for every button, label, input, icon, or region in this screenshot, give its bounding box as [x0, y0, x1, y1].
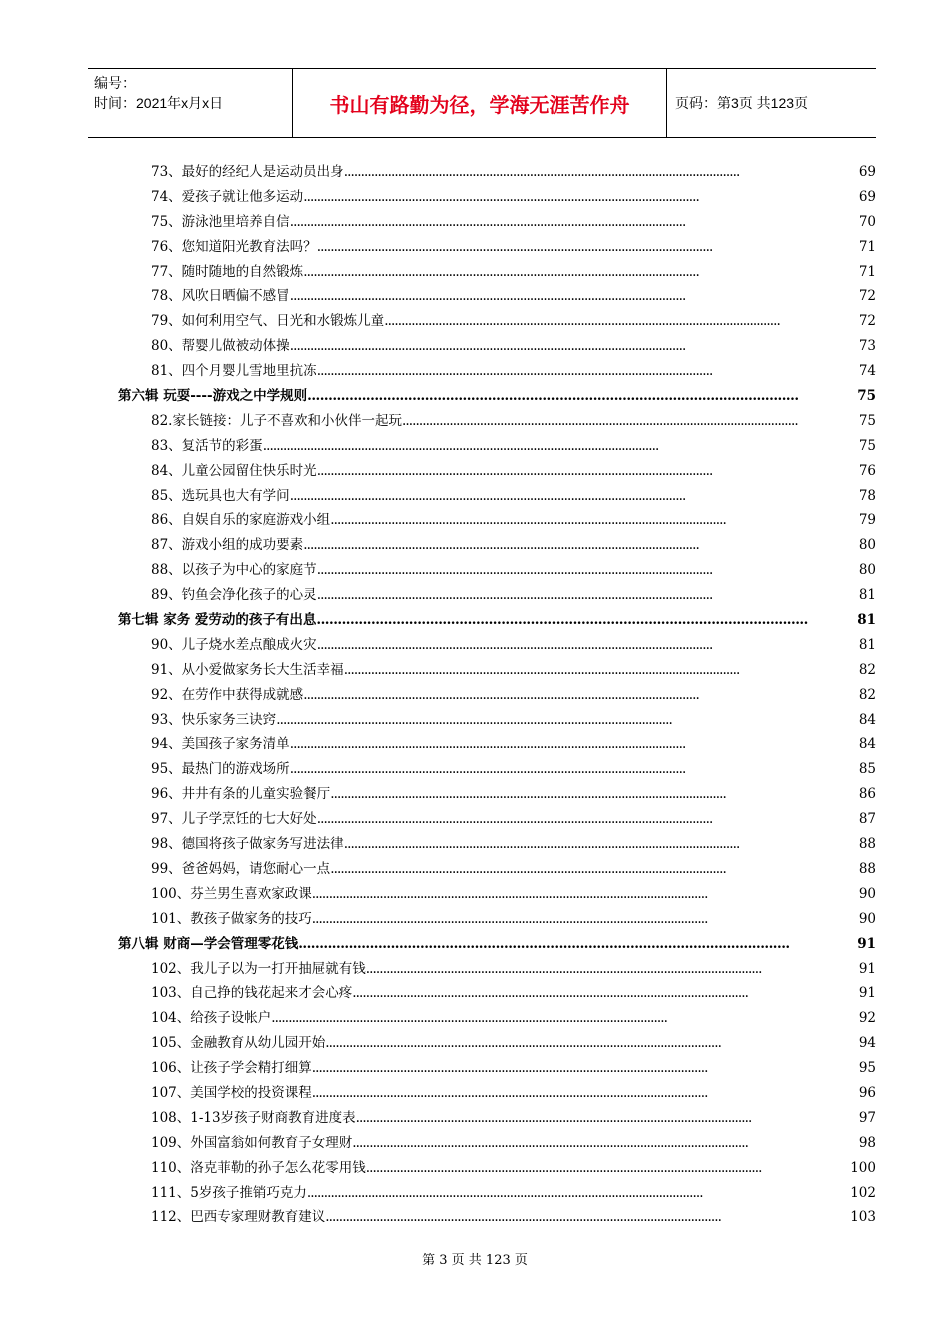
toc-entry-title: 106、让孩子学会精打细算	[151, 1060, 312, 1077]
toc-entry[interactable]	[118, 1106, 876, 1131]
dot-leader	[276, 708, 857, 733]
dot-leader	[344, 832, 857, 857]
toc-entry[interactable]	[118, 1181, 876, 1206]
toc-entry-page: 103	[850, 1209, 876, 1226]
toc-entry-page: 71	[858, 263, 876, 280]
dot-leader	[290, 757, 857, 782]
toc-entry-page: 91	[858, 960, 876, 977]
toc-entry[interactable]	[118, 284, 876, 309]
toc-entry-title: 84、儿童公园留住快乐时光	[151, 462, 317, 479]
dot-leader	[307, 1181, 848, 1206]
toc-entry-title: 100、芬兰男生喜欢家政课	[151, 885, 312, 902]
toc-entry-page: 75	[857, 388, 876, 405]
number-label: 编号：	[94, 75, 136, 91]
toc-entry[interactable]	[118, 857, 876, 882]
dot-leader	[352, 1131, 857, 1156]
toc-entry-title: 90、儿子烧水差点酿成火灾	[151, 636, 317, 653]
dot-leader	[317, 558, 857, 583]
toc-entry[interactable]	[118, 235, 876, 260]
toc-entry-title: 88、以孩子为中心的家庭节	[151, 562, 317, 579]
dot-leader	[263, 434, 857, 459]
toc-entry[interactable]	[118, 1081, 876, 1106]
toc-entry-title: 89、钓鱼会净化孩子的心灵	[151, 587, 317, 604]
toc-entry[interactable]	[118, 782, 876, 807]
toc-entry[interactable]	[118, 807, 876, 832]
toc-entry-title: 85、选玩具也大有学问	[151, 487, 290, 504]
toc-entry[interactable]	[118, 185, 876, 210]
toc-entry-title: 99、爸爸妈妈，请您耐心一点	[151, 860, 331, 877]
toc-entry[interactable]	[118, 459, 876, 484]
toc-entry-title: 101、教孩子做家务的技巧	[151, 910, 312, 927]
toc-entry-page: 81	[858, 587, 876, 604]
toc-entry[interactable]	[118, 633, 876, 658]
toc-entry-page: 78	[858, 487, 876, 504]
toc-entry[interactable]	[118, 160, 876, 185]
header-motto: 书山有路勤为径，学海无涯苦作舟	[293, 69, 667, 137]
toc-entry[interactable]	[118, 1205, 876, 1230]
toc-entry[interactable]	[118, 1131, 876, 1156]
toc-entry[interactable]	[118, 334, 876, 359]
toc-entry-page: 92	[858, 1010, 876, 1027]
toc-entry[interactable]	[118, 484, 876, 509]
toc-entry-page: 69	[858, 188, 876, 205]
toc-entry-page: 70	[858, 213, 876, 230]
dot-leader	[325, 1205, 848, 1230]
toc-entry-page: 86	[858, 786, 876, 803]
toc-entry[interactable]	[118, 1056, 876, 1081]
dot-leader	[317, 235, 857, 260]
toc-entry-page: 81	[857, 612, 876, 629]
toc-entry-title: 第六辑 玩耍----游戏之中学规则	[118, 388, 308, 405]
toc-entry-page: 94	[858, 1035, 876, 1052]
dot-leader	[317, 807, 857, 832]
toc-entry-title: 109、外国富翁如何教育子女理财	[151, 1134, 353, 1151]
toc-entry[interactable]	[118, 434, 876, 459]
toc-entry-title: 97、儿子学烹饪的七大好处	[151, 811, 317, 828]
toc-entry-page: 81	[858, 636, 876, 653]
toc-entry-page: 97	[858, 1109, 876, 1126]
dot-leader	[316, 608, 855, 633]
toc-entry[interactable]	[118, 907, 876, 932]
toc-entry[interactable]	[118, 210, 876, 235]
toc-entry-page: 82	[858, 661, 876, 678]
toc-entry-title: 81、四个月婴儿雪地里抗冻	[151, 363, 317, 380]
dot-leader	[290, 210, 857, 235]
page-header	[88, 68, 876, 138]
header-page-info: 页码：第3页 共123页	[675, 95, 809, 111]
toc-section[interactable]	[118, 384, 876, 409]
dot-leader	[290, 732, 857, 757]
toc-entry-page: 88	[858, 860, 876, 877]
dot-leader	[330, 857, 857, 882]
toc-entry[interactable]	[118, 981, 876, 1006]
toc-entry-page: 98	[858, 1134, 876, 1151]
toc-entry-page: 79	[858, 512, 876, 529]
dot-leader	[325, 1031, 857, 1056]
toc-entry-title: 73、最好的经纪人是运动员出身	[151, 164, 344, 180]
dot-leader	[298, 932, 855, 957]
toc-entry-page: 75	[858, 412, 876, 429]
time-label: 时间：2021年x月x日	[94, 95, 224, 111]
toc-entry[interactable]	[118, 708, 876, 733]
toc-entry-title: 103、自己挣的钱花起来才会心疼	[151, 985, 353, 1002]
toc-entry[interactable]	[118, 309, 876, 334]
dot-leader	[330, 508, 857, 533]
toc-entry-page: 76	[858, 462, 876, 479]
dot-leader	[356, 1106, 857, 1131]
toc-entry-title: 102、我儿子以为一打开抽屉就有钱	[151, 960, 366, 977]
dot-leader	[312, 1056, 857, 1081]
header-meta	[88, 69, 293, 137]
toc-entry-title: 96、井井有条的儿童实验餐厅	[151, 786, 331, 803]
toc-entry-page: 84	[858, 711, 876, 728]
toc-entry[interactable]	[118, 409, 876, 434]
toc-entry-page: 82	[858, 686, 876, 703]
toc-entry-page: 84	[858, 736, 876, 753]
toc-entry-title: 98、德国将孩子做家务写进法律	[151, 836, 344, 853]
toc-entry-title: 75、游泳池里培养自信	[151, 213, 290, 230]
toc-entry-title: 91、从小爱做家务长大生活幸福	[151, 661, 344, 678]
toc-entry-title: 104、给孩子设帐户	[151, 1010, 272, 1027]
dot-leader	[330, 782, 857, 807]
toc-entry-page: 72	[858, 288, 876, 305]
toc-entry[interactable]	[118, 658, 876, 683]
dot-leader	[290, 284, 857, 309]
toc-entry-title: 82.家长链接：儿子不喜欢和小伙伴一起玩	[151, 412, 402, 429]
toc-entry-title: 77、随时随地的自然锻炼	[151, 263, 304, 280]
toc-entry-title: 第八辑 财商—学会管理零花钱	[118, 935, 299, 952]
toc-entry[interactable]	[118, 757, 876, 782]
dot-leader	[384, 309, 857, 334]
toc-entry-page: 74	[858, 363, 876, 380]
toc-entry-title: 95、最热门的游戏场所	[151, 761, 290, 778]
dot-leader	[402, 409, 857, 434]
toc-entry-page: 87	[858, 811, 876, 828]
dot-leader	[317, 583, 857, 608]
toc-entry-page: 90	[858, 885, 876, 902]
toc-entry[interactable]	[118, 832, 876, 857]
toc-entry-page: 90	[858, 910, 876, 927]
toc-entry[interactable]	[118, 508, 876, 533]
toc-entry[interactable]	[118, 683, 876, 708]
toc-entry[interactable]	[118, 533, 876, 558]
dot-leader	[303, 260, 857, 285]
dot-leader	[303, 185, 857, 210]
toc-entry[interactable]	[118, 558, 876, 583]
toc-entry[interactable]	[118, 359, 876, 384]
dot-leader	[366, 1156, 848, 1181]
toc-entry-title: 94、美国孩子家务清单	[151, 736, 290, 753]
toc-entry-title: 86、自娱自乐的家庭游戏小组	[151, 512, 331, 529]
dot-leader	[317, 359, 857, 384]
dot-leader	[312, 907, 857, 932]
toc-entry-page: 75	[858, 437, 876, 454]
dot-leader	[344, 160, 857, 185]
toc-entry-title: 111、5岁孩子推销巧克力	[151, 1184, 307, 1201]
toc-entry-title: 80、帮婴儿做被动体操	[151, 338, 290, 355]
toc-entry-page: 80	[858, 562, 876, 579]
toc-entry[interactable]	[118, 1031, 876, 1056]
page-footer: 第 3 页 共 123 页	[422, 1253, 528, 1268]
toc-entry-page: 71	[858, 238, 876, 255]
table-of-contents	[118, 160, 876, 1230]
toc-entry-page: 95	[858, 1060, 876, 1077]
dot-leader	[317, 633, 857, 658]
toc-entry-page: 69	[858, 164, 876, 180]
toc-entry-title: 92、在劳作中获得成就感	[151, 686, 304, 703]
dot-leader	[303, 683, 857, 708]
dot-leader	[344, 658, 857, 683]
toc-entry-title: 87、游戏小组的成功要素	[151, 537, 304, 554]
dot-leader	[312, 882, 857, 907]
dot-leader	[290, 484, 857, 509]
dot-leader	[317, 459, 857, 484]
toc-entry[interactable]	[118, 260, 876, 285]
toc-entry[interactable]	[118, 1006, 876, 1031]
toc-entry-page: 73	[858, 338, 876, 355]
toc-section[interactable]	[118, 932, 876, 957]
toc-entry[interactable]	[118, 732, 876, 757]
dot-leader	[307, 384, 855, 409]
toc-section[interactable]	[118, 608, 876, 633]
toc-entry[interactable]	[118, 1156, 876, 1181]
dot-leader	[290, 334, 857, 359]
toc-entry-page: 72	[858, 313, 876, 330]
toc-entry[interactable]	[118, 583, 876, 608]
toc-entry-title: 74、爱孩子就让他多运动	[151, 188, 304, 205]
toc-entry-page: 91	[858, 985, 876, 1002]
dot-leader	[312, 1081, 857, 1106]
toc-entry-page: 96	[858, 1084, 876, 1101]
toc-entry-page: 91	[857, 935, 876, 952]
toc-entry-title: 105、金融教育从幼儿园开始	[151, 1035, 326, 1052]
toc-entry-page: 100	[850, 1159, 876, 1176]
toc-entry-page: 88	[858, 836, 876, 853]
dot-leader	[303, 533, 857, 558]
toc-entry[interactable]	[118, 882, 876, 907]
dot-leader	[352, 981, 857, 1006]
toc-entry-title: 第七辑 家务 爱劳动的孩子有出息	[118, 612, 317, 629]
toc-entry-title: 108、1-13岁孩子财商教育进度表	[151, 1109, 356, 1126]
toc-entry-title: 83、复活节的彩蛋	[151, 437, 263, 454]
toc-entry-title: 107、美国学校的投资课程	[151, 1084, 312, 1101]
toc-entry-title: 76、您知道阳光教育法吗？	[151, 238, 317, 255]
toc-entry-page: 80	[858, 537, 876, 554]
dot-leader	[366, 957, 857, 982]
toc-entry-title: 93、快乐家务三诀窍	[151, 711, 277, 728]
toc-entry[interactable]	[118, 957, 876, 982]
toc-entry-page: 102	[850, 1184, 876, 1201]
toc-entry-page: 85	[858, 761, 876, 778]
toc-entry-title: 112、巴西专家理财教育建议	[151, 1209, 326, 1226]
toc-entry-title: 79、如何利用空气、日光和水锻炼儿童	[151, 313, 385, 330]
toc-entry-title: 110、洛克菲勒的孙子怎么花零用钱	[151, 1159, 366, 1176]
dot-leader	[271, 1006, 857, 1031]
toc-entry-title: 78、风吹日晒偏不感冒	[151, 288, 290, 305]
